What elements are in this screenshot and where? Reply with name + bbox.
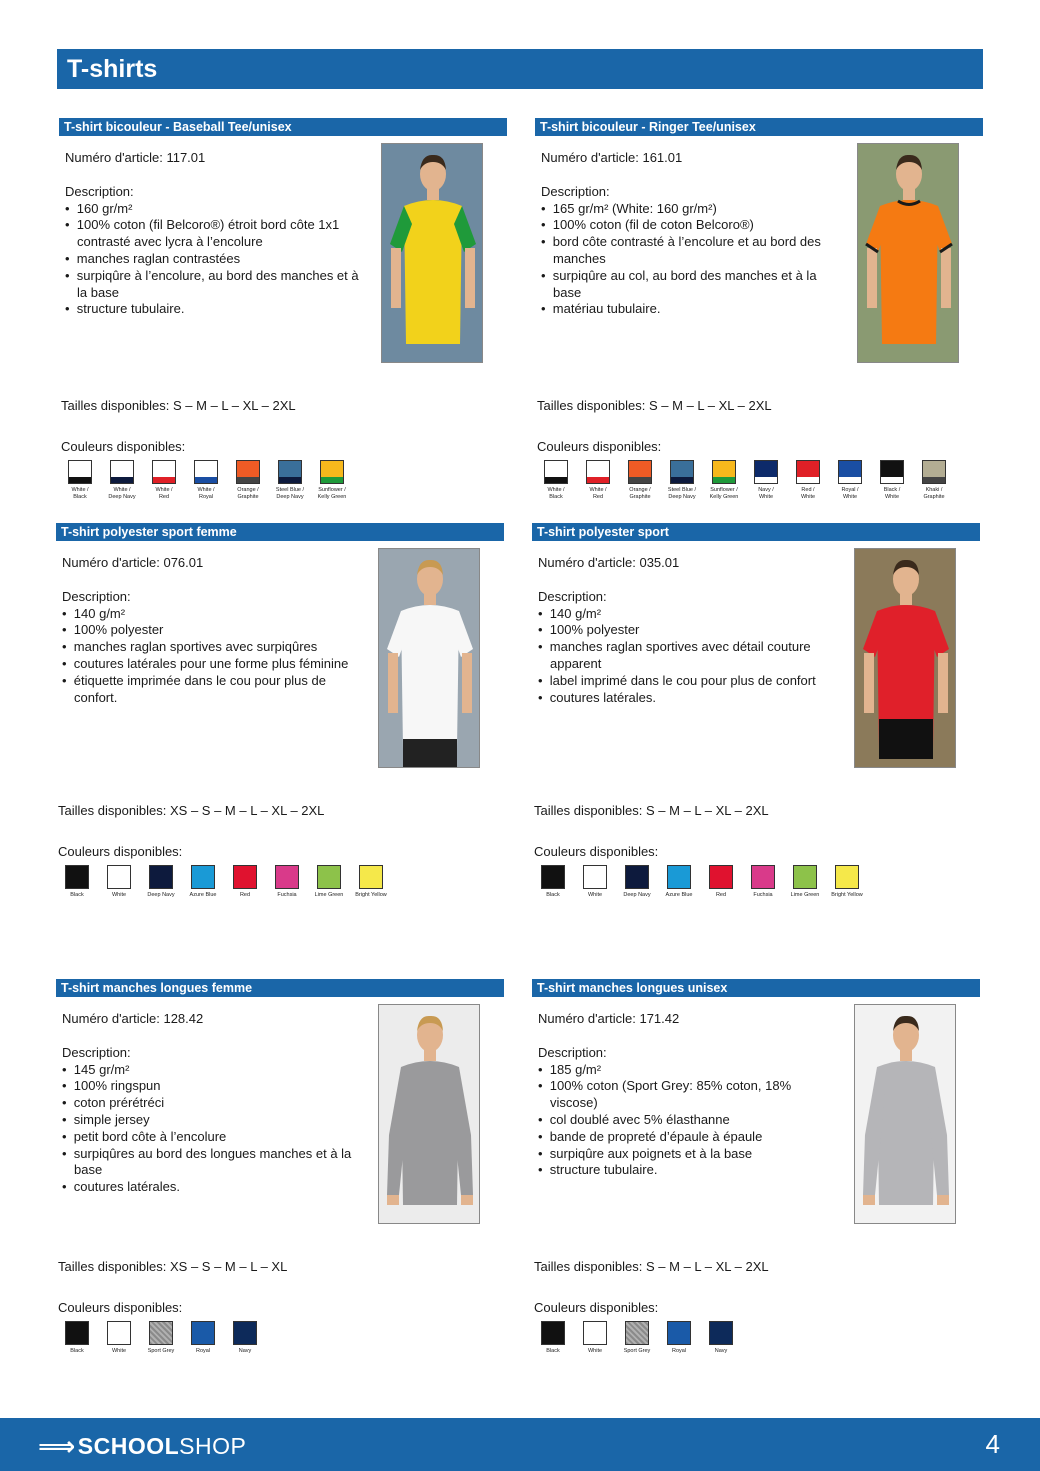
description-item: • 140 g/m² <box>538 606 838 623</box>
product-description-block <box>538 1011 838 1179</box>
description-item: • surpiqûre au col, au bord des manches et à la base <box>541 268 841 302</box>
swatch-color-box <box>793 865 817 889</box>
swatch-color-box <box>922 460 946 484</box>
swatch-color-box <box>65 865 89 889</box>
description-item: • 100% coton (fil de coton Belcoro®) <box>541 217 841 234</box>
color-swatch[interactable] <box>98 865 140 899</box>
color-swatch[interactable] <box>59 460 101 500</box>
longsleeve-femme-photo <box>378 1004 480 1224</box>
description-item: • 100% coton (fil Belcoro®) étroit bord côte 1x1 contrasté avec lycra à l’encolure <box>65 217 365 251</box>
description-item: • simple jersey <box>62 1112 362 1129</box>
description-label: Description: <box>65 183 134 199</box>
swatch-color-box <box>544 460 568 484</box>
color-swatch[interactable] <box>224 865 266 899</box>
swoosh-icon: ⟹ <box>38 1431 76 1461</box>
swatch-color-box <box>68 460 92 484</box>
swatch-label: Azure Blue <box>665 892 693 898</box>
colors-label: Couleurs disponibles: <box>61 439 186 454</box>
color-swatch[interactable] <box>532 865 574 899</box>
swatch-color-box <box>320 460 344 484</box>
colors-label: Couleurs disponibles: <box>534 1300 659 1315</box>
product-description-block <box>541 150 841 318</box>
swatch-label: Steel Blue / Deep Navy <box>667 487 697 500</box>
description-label: Description: <box>62 588 131 604</box>
swatch-label: Black <box>546 1348 560 1354</box>
swatch-label: White / Red <box>155 487 173 500</box>
swatch-label: Orange / Graphite <box>629 487 651 500</box>
color-swatch[interactable] <box>101 460 143 500</box>
description-label: Description: <box>538 588 607 604</box>
available-sizes: Tailles disponibles: S – M – L – XL – 2XL <box>534 1259 769 1274</box>
swatch-color-box <box>152 460 176 484</box>
color-swatch[interactable] <box>535 460 577 500</box>
swatch-color-box <box>149 1321 173 1345</box>
swatch-label: Navy / White <box>758 487 774 500</box>
swatch-label: Orange / Graphite <box>237 487 259 500</box>
description-item: • bande de propreté d’épaule à épaule <box>538 1129 838 1146</box>
color-swatch[interactable] <box>350 865 392 899</box>
swatch-label: White / Black <box>71 487 89 500</box>
swatch-label: White / Deep Navy <box>108 487 136 500</box>
swatch-label: Bright Yellow <box>355 892 387 898</box>
colors-label: Couleurs disponibles: <box>534 844 659 859</box>
swatch-color-box <box>317 865 341 889</box>
swatch-color-box <box>149 865 173 889</box>
swatch-label: Steel Blue / Deep Navy <box>275 487 305 500</box>
description-item: • 100% polyester <box>62 622 362 639</box>
baseball-tee-photo <box>381 143 483 363</box>
swatch-color-box <box>278 460 302 484</box>
swatch-label: Lime Green <box>314 892 344 898</box>
color-swatch[interactable] <box>829 460 871 500</box>
description-label: Description: <box>62 1044 131 1060</box>
page-title: T-shirts <box>57 49 983 89</box>
color-swatch[interactable] <box>185 460 227 500</box>
description-item: • petit bord côte à l’encolure <box>62 1129 362 1146</box>
article-number: Numéro d'article: 161.01 <box>541 150 683 165</box>
product-description-block <box>62 555 362 706</box>
color-swatch[interactable] <box>140 865 182 899</box>
description-item: • structure tubulaire. <box>538 1162 838 1179</box>
description-item: • étiquette imprimée dans le cou pour plus de confort. <box>62 673 362 707</box>
color-swatches <box>56 865 392 899</box>
colors-label: Couleurs disponibles: <box>58 1300 183 1315</box>
swatch-color-box <box>191 1321 215 1345</box>
swatch-color-box <box>194 460 218 484</box>
swatch-label: Khaki / Graphite <box>923 487 945 500</box>
swatch-color-box <box>625 1321 649 1345</box>
swatch-label: White / Black <box>547 487 565 500</box>
swatch-color-box <box>191 865 215 889</box>
swatch-color-box <box>709 1321 733 1345</box>
color-swatch[interactable] <box>616 1321 658 1355</box>
swatch-color-box <box>233 1321 257 1345</box>
swatch-color-box <box>670 460 694 484</box>
description-item: • 100% ringspun <box>62 1078 362 1095</box>
swatch-label: Black <box>70 1348 84 1354</box>
swatch-color-box <box>880 460 904 484</box>
color-swatch[interactable] <box>224 1321 266 1355</box>
color-swatches <box>56 1321 266 1355</box>
swatch-color-box <box>835 865 859 889</box>
color-swatch[interactable] <box>532 1321 574 1355</box>
description-item: • coutures latérales pour une forme plus féminine <box>62 656 362 673</box>
swatch-label: Black <box>546 892 560 898</box>
color-swatch[interactable] <box>269 460 311 500</box>
product-title: T-shirt bicouleur - Baseball Tee/unisex <box>59 118 507 136</box>
article-number: Numéro d'article: 171.42 <box>538 1011 680 1026</box>
colors-label: Couleurs disponibles: <box>58 844 183 859</box>
available-sizes: Tailles disponibles: S – M – L – XL – 2XL <box>61 398 296 413</box>
description-list <box>62 606 362 707</box>
swatch-color-box <box>275 865 299 889</box>
swatch-label: Fuchsia <box>277 892 297 898</box>
color-swatch[interactable] <box>658 1321 700 1355</box>
page-number: 4 <box>985 1429 1000 1459</box>
description-item: • 100% coton (Sport Grey: 85% coton, 18% viscose) <box>538 1078 838 1112</box>
sport-homme-photo <box>854 548 956 768</box>
schoolshop-logo[interactable] <box>38 1431 246 1462</box>
swatch-color-box <box>586 460 610 484</box>
color-swatches <box>532 865 868 899</box>
longsleeve-unisex-photo <box>854 1004 956 1224</box>
swatch-color-box <box>583 1321 607 1345</box>
description-item: • manches raglan sportives avec surpiqûres <box>62 639 362 656</box>
swatch-color-box <box>667 865 691 889</box>
description-item: • 145 gr/m² <box>62 1062 362 1079</box>
logo-light: SHOP <box>179 1433 247 1459</box>
product-title: T-shirt polyester sport <box>532 523 980 541</box>
product-card <box>56 979 504 1379</box>
product-title: T-shirt manches longues unisex <box>532 979 980 997</box>
color-swatch[interactable] <box>745 460 787 500</box>
color-swatch[interactable] <box>913 460 955 500</box>
description-item: • manches raglan sportives avec détail couture apparent <box>538 639 838 673</box>
swatch-label: White / Royal <box>197 487 215 500</box>
swatch-label: Black / White <box>883 487 901 500</box>
available-sizes: Tailles disponibles: XS – S – M – L – XL <box>58 1259 288 1274</box>
description-item: • structure tubulaire. <box>65 301 365 318</box>
color-swatch[interactable] <box>871 460 913 500</box>
product-card <box>532 523 980 923</box>
article-number: Numéro d'article: 128.42 <box>62 1011 204 1026</box>
description-item: • coutures latérales. <box>538 690 838 707</box>
description-item: • surpiqûres au bord des longues manches et à la base <box>62 1146 362 1180</box>
swatch-label: Sunflower / Kelly Green <box>317 487 347 500</box>
swatch-color-box <box>107 865 131 889</box>
description-item: • surpiqûre aux poignets et à la base <box>538 1146 838 1163</box>
color-swatch[interactable] <box>700 1321 742 1355</box>
logo-bold: SCHOOL <box>77 1433 180 1459</box>
color-swatches <box>532 1321 742 1355</box>
product-card <box>59 118 507 518</box>
description-item: • 140 g/m² <box>62 606 362 623</box>
description-item: • coton prérétréci <box>62 1095 362 1112</box>
color-swatch[interactable] <box>574 865 616 899</box>
description-label: Description: <box>541 183 610 199</box>
swatch-label: Navy <box>714 1348 728 1354</box>
description-list <box>538 606 838 707</box>
description-label: Description: <box>538 1044 607 1060</box>
swatch-label: Fuchsia <box>753 892 773 898</box>
product-title: T-shirt bicouleur - Ringer Tee/unisex <box>535 118 983 136</box>
swatch-color-box <box>712 460 736 484</box>
article-number: Numéro d'article: 076.01 <box>62 555 204 570</box>
swatch-label: Red <box>239 892 251 898</box>
swatch-color-box <box>625 865 649 889</box>
article-number: Numéro d'article: 117.01 <box>65 150 206 165</box>
color-swatch[interactable] <box>574 1321 616 1355</box>
product-card <box>56 523 504 923</box>
color-swatch[interactable] <box>143 460 185 500</box>
swatch-color-box <box>65 1321 89 1345</box>
swatch-label: Sunflower / Kelly Green <box>709 487 739 500</box>
swatch-label: White / Red <box>589 487 607 500</box>
color-swatch[interactable] <box>787 460 829 500</box>
swatch-color-box <box>754 460 778 484</box>
color-swatch[interactable] <box>661 460 703 500</box>
swatch-color-box <box>107 1321 131 1345</box>
swatch-label: Navy <box>238 1348 252 1354</box>
swatch-label: White <box>111 1348 127 1354</box>
sport-femme-photo <box>378 548 480 768</box>
product-description-block <box>538 555 838 706</box>
description-item: • 165 gr/m² (White: 160 gr/m²) <box>541 201 841 218</box>
swatch-color-box <box>751 865 775 889</box>
article-number: Numéro d'article: 035.01 <box>538 555 680 570</box>
description-item: • 100% polyester <box>538 622 838 639</box>
description-item: • col doublé avec 5% élasthanne <box>538 1112 838 1129</box>
swatch-label: Red / White <box>800 487 816 500</box>
color-swatch[interactable] <box>784 865 826 899</box>
color-swatch[interactable] <box>826 865 868 899</box>
color-swatch[interactable] <box>98 1321 140 1355</box>
color-swatch[interactable] <box>308 865 350 899</box>
swatch-color-box <box>236 460 260 484</box>
color-swatches <box>59 460 353 500</box>
color-swatch[interactable] <box>658 865 700 899</box>
footer <box>0 1418 1040 1471</box>
product-title: T-shirt polyester sport femme <box>56 523 504 541</box>
swatch-color-box <box>667 1321 691 1345</box>
swatch-label: White <box>587 1348 603 1354</box>
swatch-label: Deep Navy <box>623 892 651 898</box>
ringer-tee-photo <box>857 143 959 363</box>
color-swatch[interactable] <box>266 865 308 899</box>
color-swatch[interactable] <box>703 460 745 500</box>
available-sizes: Tailles disponibles: S – M – L – XL – 2XL <box>534 803 769 818</box>
description-item: • bord côte contrasté à l’encolure et au bord des manches <box>541 234 841 268</box>
color-swatch[interactable] <box>56 1321 98 1355</box>
color-swatch[interactable] <box>182 865 224 899</box>
swatch-label: Royal / White <box>841 487 859 500</box>
swatch-label: Royal <box>671 1348 687 1354</box>
product-description-block <box>65 150 365 318</box>
description-item: • manches raglan contrastées <box>65 251 365 268</box>
swatch-color-box <box>233 865 257 889</box>
color-swatch[interactable] <box>227 460 269 500</box>
swatch-label: White <box>587 892 603 898</box>
color-swatch[interactable] <box>577 460 619 500</box>
swatch-label: Black <box>70 892 84 898</box>
color-swatch[interactable] <box>742 865 784 899</box>
swatch-color-box <box>796 460 820 484</box>
swatch-color-box <box>541 1321 565 1345</box>
color-swatches <box>535 460 955 500</box>
description-item: • label imprimé dans le cou pour plus de confort <box>538 673 838 690</box>
description-item: • 185 g/m² <box>538 1062 838 1079</box>
swatch-label: White <box>111 892 127 898</box>
swatch-label: Lime Green <box>790 892 820 898</box>
colors-label: Couleurs disponibles: <box>537 439 662 454</box>
description-item: • 160 gr/m² <box>65 201 365 218</box>
swatch-label: Bright Yellow <box>831 892 863 898</box>
description-list <box>538 1062 838 1180</box>
swatch-color-box <box>110 460 134 484</box>
swatch-color-box <box>709 865 733 889</box>
description-item: • surpiqûre à l’encolure, au bord des manches et à la base <box>65 268 365 302</box>
product-card <box>532 979 980 1379</box>
swatch-label: Deep Navy <box>147 892 175 898</box>
swatch-color-box <box>628 460 652 484</box>
swatch-label: Royal <box>195 1348 211 1354</box>
color-swatch[interactable] <box>700 865 742 899</box>
swatch-color-box <box>359 865 383 889</box>
product-card <box>535 118 983 518</box>
description-item: • matériau tubulaire. <box>541 301 841 318</box>
available-sizes: Tailles disponibles: XS – S – M – L – XL – 2XL <box>58 803 325 818</box>
product-description-block <box>62 1011 362 1196</box>
color-swatch[interactable] <box>619 460 661 500</box>
swatch-label: Sport Grey <box>623 1348 651 1354</box>
description-list <box>541 201 841 319</box>
product-title: T-shirt manches longues femme <box>56 979 504 997</box>
swatch-label: Sport Grey <box>147 1348 175 1354</box>
color-swatch[interactable] <box>56 865 98 899</box>
available-sizes: Tailles disponibles: S – M – L – XL – 2XL <box>537 398 772 413</box>
color-swatch[interactable] <box>140 1321 182 1355</box>
description-list <box>62 1062 362 1196</box>
description-list <box>65 201 365 319</box>
description-item: • coutures latérales. <box>62 1179 362 1196</box>
swatch-color-box <box>838 460 862 484</box>
swatch-color-box <box>541 865 565 889</box>
color-swatch[interactable] <box>616 865 658 899</box>
color-swatch[interactable] <box>311 460 353 500</box>
swatch-label: Red <box>715 892 727 898</box>
swatch-label: Azure Blue <box>189 892 217 898</box>
swatch-color-box <box>583 865 607 889</box>
color-swatch[interactable] <box>182 1321 224 1355</box>
